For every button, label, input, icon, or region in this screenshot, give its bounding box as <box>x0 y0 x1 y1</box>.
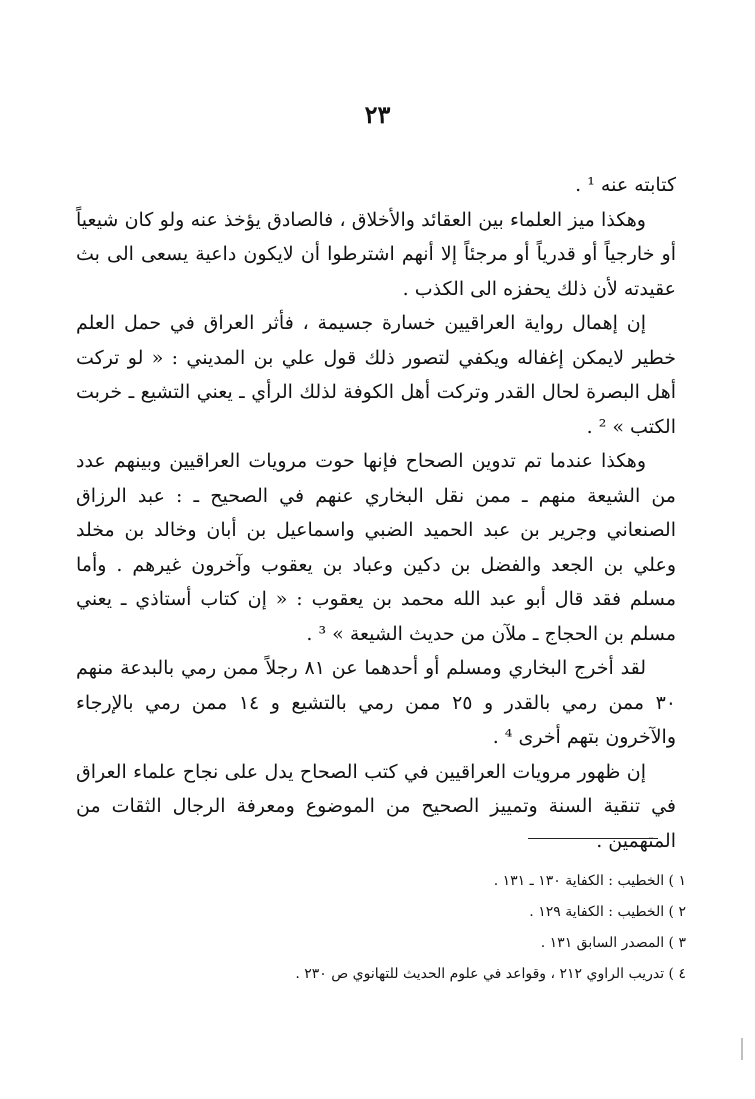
main-text <box>76 168 676 858</box>
paragraph-2: وهكذا ميز العلماء بين العقائد والأخلاق ، فالصادق يؤخذ عنه ولو كان شيعياً أو خارجياً أو قدرياً أو مرجئاً إلا أنهم اشترطوا أن لايكون داعية يسعى الى بث عقيدته لأن ذلك يحفزه الى الكذب . <box>76 208 676 300</box>
paragraph-3: إن إهمال رواية العراقيين خسارة جسيمة ، فأثر العراق في حمل العلم خطير لايمكن إغفاله ويكفي لتصور ذلك قول علي بن المديني : « لو تركت أهل البصرة لحال القدر وتركت أهل الكوفة لذلك الرأي ـ يعني التشيع ـ خربت الكتب » ² . <box>76 312 676 438</box>
page-number: ٢٣ <box>364 100 391 129</box>
scan-edge-mark <box>741 1038 743 1060</box>
paragraph-5: لقد أخرج البخاري ومسلم أو أحدهما عن ٨١ رجلاً ممن رمي بالبدعة منهم ٣٠ ممن رمي بالقدر و ٢٥ ممن رمي بالتشيع و ١٤ ممن رمي بالإرجاء والآخرون بتهم أخرى ⁴ . <box>76 657 676 748</box>
paragraph-1: كتابته عنه ¹ . <box>575 174 676 196</box>
footnote-1: ١ ) الخطيب : الكفاية ١٣٠ ـ ١٣١ . <box>493 873 686 889</box>
footnote-4: ٤ ) تدريب الراوي ٢١٢ ، وقواعد في علوم الحديث للتهانوي ص ٢٣٠ . <box>295 966 686 982</box>
footnote-3: ٣ ) المصدر السابق ١٣١ . <box>540 935 686 951</box>
footnote-divider <box>528 838 658 839</box>
footnotes <box>76 866 686 990</box>
paragraph-6: إن ظهور مرويات العراقيين في كتب الصحاح يدل على نجاح علماء العراق في تنقية السنة وتمييز الصحيح من الموضوع ومعرفة الرجال الثقات من المتهمين . <box>76 760 676 852</box>
paragraph-4: وهكذا عندما تم تدوين الصحاح فإنها حوت مرويات العراقيين وبينهم عدد من الشيعة منهم ـ ممن نقل البخاري عنهم في الصحيح ـ : عبد الرزاق الصنعاني وجرير بن عبد الحميد الضبي واسماعيل بن أبان وخالد بن مخلد وعلي بن الجعد والفضل بن دكين وعباد بن يعقوب وآخرون غيرهم . وأما مسلم فقد قال أبو عبد الله محمد بن يعقوب : « إن كتاب أستاذي ـ يعني مسلم بن الحجاج ـ ملآن من حديث الشيعة » ³ . <box>76 450 676 645</box>
footnote-2: ٢ ) الخطيب : الكفاية ١٢٩ . <box>529 904 686 920</box>
